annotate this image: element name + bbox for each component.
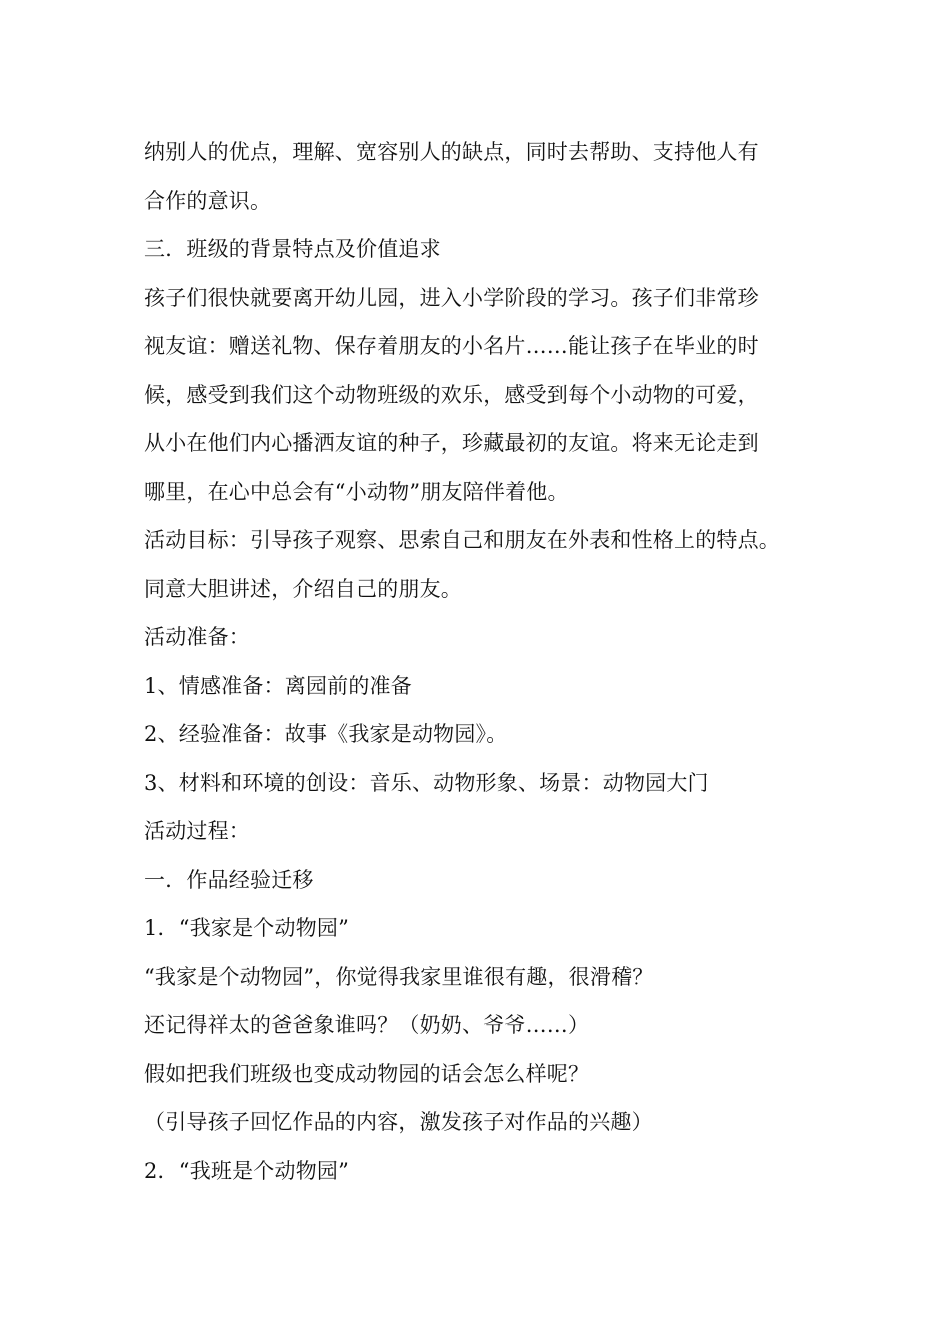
paragraph-line: 合作的意识。 bbox=[144, 188, 272, 213]
paragraph-line: 假如把我们班级也变成动物园的话会怎么样呢？ bbox=[144, 1061, 590, 1086]
activity-goal-line: 同意大胆讲述，介绍自己的朋友。 bbox=[144, 576, 462, 601]
preparation-item: 3、材料和环境的创设：音乐、动物形象、场景：动物园大门 bbox=[144, 770, 709, 795]
activity-process-heading: 活动过程： bbox=[144, 819, 250, 843]
subsection-heading: 2．“我班是个动物园” bbox=[144, 1158, 350, 1183]
section-heading: 一．作品经验迁移 bbox=[144, 867, 314, 892]
paragraph-line: 孩子们很快就要离开幼儿园，进入小学阶段的学习。孩子们非常珍 bbox=[144, 285, 759, 310]
activity-preparation-heading: 活动准备： bbox=[144, 625, 250, 649]
section-heading: 三．班级的背景特点及价值追求 bbox=[144, 237, 441, 261]
paragraph-line: 候，感受到我们这个动物班级的欢乐，感受到每个小动物的可爱， bbox=[144, 382, 759, 407]
paragraph-line: 从小在他们内心播洒友谊的种子，珍藏最初的友谊。将来无论走到 bbox=[144, 431, 759, 455]
paragraph-line: “我家是个动物园”，你觉得我家里谁很有趣，很滑稽？ bbox=[144, 964, 654, 989]
paragraph-line: 纳别人的优点，理解、宽容别人的缺点，同时去帮助、支持他人有 bbox=[144, 140, 759, 164]
subsection-heading: 1．“我家是个动物园” bbox=[144, 916, 350, 940]
paragraph-line: （引导孩子回忆作品的内容，激发孩子对作品的兴趣） bbox=[144, 1110, 653, 1134]
preparation-item: 2、经验准备：故事《我家是动物园》。 bbox=[144, 722, 508, 746]
paragraph-line: 还记得祥太的爸爸象谁吗？（奶奶、爷爷……） bbox=[144, 1013, 590, 1037]
paragraph-line: 视友谊：赠送礼物、保存着朋友的小名片……能让孩子在毕业的时 bbox=[144, 334, 759, 358]
activity-goal-line: 活动目标：引导孩子观察、思索自己和朋友在外表和性格上的特点。 bbox=[144, 528, 780, 552]
document-body bbox=[144, 128, 814, 1195]
paragraph-line: 哪里，在心中总会有“小动物”朋友陪伴着他。 bbox=[144, 479, 569, 504]
preparation-item: 1、情感准备：离园前的准备 bbox=[144, 673, 412, 698]
